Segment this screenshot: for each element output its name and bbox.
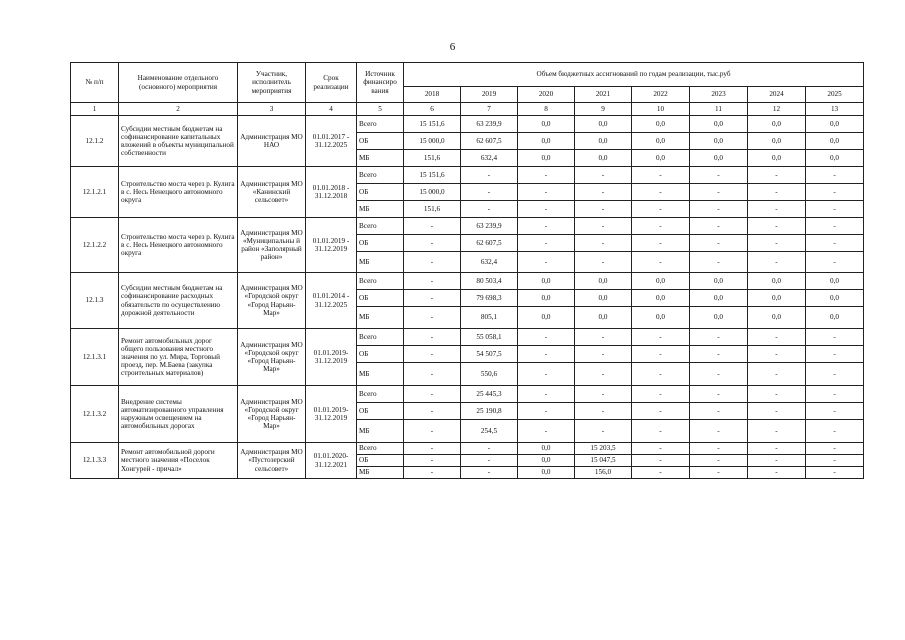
budget-value: - bbox=[690, 363, 748, 386]
budget-value: - bbox=[632, 201, 690, 218]
budget-value: - bbox=[461, 455, 518, 467]
budget-value: - bbox=[690, 455, 748, 467]
budget-value: - bbox=[806, 386, 864, 403]
budget-value: - bbox=[748, 201, 806, 218]
item-number: 12.1.2.2 bbox=[71, 218, 119, 273]
budget-value: - bbox=[404, 218, 461, 235]
budget-value: - bbox=[690, 346, 748, 363]
budget-value: - bbox=[748, 363, 806, 386]
item-period: 01.01.2017 - 31.12.2025 bbox=[306, 116, 357, 167]
budget-value: 15 151,6 bbox=[404, 116, 461, 133]
budget-value: 632,4 bbox=[461, 150, 518, 167]
page-number: 6 bbox=[449, 41, 456, 53]
item-participant: Администрация МО «Муниципальны й район «Заполярный район» bbox=[238, 218, 306, 273]
budget-value: - bbox=[806, 467, 864, 479]
funding-source: ОБ bbox=[357, 133, 404, 150]
item-participant: Администрация МО «Канинский сельсовет» bbox=[238, 167, 306, 218]
budget-value: 0,0 bbox=[690, 133, 748, 150]
funding-source: ОБ bbox=[357, 290, 404, 307]
budget-value: - bbox=[632, 184, 690, 201]
item-number: 12.1.3 bbox=[71, 273, 119, 329]
budget-value: - bbox=[575, 420, 632, 443]
budget-value: - bbox=[575, 235, 632, 252]
budget-table bbox=[70, 62, 864, 479]
table-row bbox=[71, 116, 864, 133]
budget-value: - bbox=[748, 184, 806, 201]
budget-value: - bbox=[748, 455, 806, 467]
budget-value: - bbox=[748, 443, 806, 455]
funding-source: Всего bbox=[357, 167, 404, 184]
item-name: Субсидии местным бюджетам на софинансирование расходных обязательств по осуществлению дорожной деятельности bbox=[119, 273, 238, 329]
item-participant: Администрация МО НАО bbox=[238, 116, 306, 167]
item-name: Субсидии местным бюджетам на софинансирование капитальных вложений в объекты муниципальной собственности bbox=[119, 116, 238, 167]
budget-value: 0,0 bbox=[690, 150, 748, 167]
item-name: Ремонт автомобильной дороги местного значения «Поселок Хонгурей - причал» bbox=[119, 443, 238, 479]
budget-value: 15 000,0 bbox=[404, 184, 461, 201]
budget-value: - bbox=[748, 420, 806, 443]
item-number: 12.1.3.1 bbox=[71, 329, 119, 386]
budget-value: - bbox=[690, 218, 748, 235]
item-participant: Администрация МО «Городской округ «Город Нарьян-Мар» bbox=[238, 273, 306, 329]
budget-value: - bbox=[461, 443, 518, 455]
budget-value: - bbox=[632, 403, 690, 420]
column-number: 6 bbox=[404, 103, 461, 116]
budget-value: 0,0 bbox=[806, 290, 864, 307]
budget-value: - bbox=[404, 346, 461, 363]
funding-source: МБ bbox=[357, 363, 404, 386]
budget-value: 0,0 bbox=[690, 116, 748, 133]
budget-value: - bbox=[575, 403, 632, 420]
budget-value: - bbox=[632, 329, 690, 346]
budget-value: 0,0 bbox=[575, 116, 632, 133]
budget-value: - bbox=[461, 184, 518, 201]
year-header: 2021 bbox=[575, 87, 632, 103]
budget-value: - bbox=[404, 386, 461, 403]
budget-value: - bbox=[632, 252, 690, 273]
budget-value: - bbox=[632, 363, 690, 386]
budget-value: - bbox=[404, 329, 461, 346]
budget-value: 0,0 bbox=[632, 133, 690, 150]
budget-value: - bbox=[404, 290, 461, 307]
funding-source: ОБ bbox=[357, 184, 404, 201]
budget-value: 0,0 bbox=[518, 467, 575, 479]
budget-value: 0,0 bbox=[518, 133, 575, 150]
budget-value: - bbox=[748, 167, 806, 184]
column-number: 7 bbox=[461, 103, 518, 116]
budget-value: - bbox=[748, 346, 806, 363]
budget-value: 0,0 bbox=[575, 290, 632, 307]
budget-value: - bbox=[748, 403, 806, 420]
budget-value: 0,0 bbox=[806, 150, 864, 167]
budget-value: - bbox=[632, 235, 690, 252]
item-participant: Администрация МО «Городской округ «Город Нарьян-Мар» bbox=[238, 329, 306, 386]
budget-value: 0,0 bbox=[806, 273, 864, 290]
budget-value: - bbox=[690, 386, 748, 403]
header-source: Источник финансиро вания bbox=[357, 63, 404, 103]
budget-value: 156,0 bbox=[575, 467, 632, 479]
budget-value: - bbox=[806, 218, 864, 235]
budget-value: 0,0 bbox=[575, 133, 632, 150]
funding-source: Всего bbox=[357, 386, 404, 403]
column-number: 10 bbox=[632, 103, 690, 116]
column-number: 9 bbox=[575, 103, 632, 116]
budget-value: 550,6 bbox=[461, 363, 518, 386]
budget-value: - bbox=[632, 167, 690, 184]
year-header: 2025 bbox=[806, 87, 864, 103]
budget-value: 0,0 bbox=[518, 290, 575, 307]
funding-source: МБ bbox=[357, 150, 404, 167]
budget-value: - bbox=[632, 467, 690, 479]
budget-value: - bbox=[518, 346, 575, 363]
budget-value: - bbox=[461, 201, 518, 218]
table-row bbox=[71, 443, 864, 455]
budget-value: - bbox=[518, 201, 575, 218]
item-participant: Администрация МО «Городской округ «Город Нарьян-Мар» bbox=[238, 386, 306, 443]
budget-value: 55 058,1 bbox=[461, 329, 518, 346]
funding-source: МБ bbox=[357, 252, 404, 273]
column-number: 4 bbox=[306, 103, 357, 116]
item-participant: Администрация МО «Пустозерский сельсовет» bbox=[238, 443, 306, 479]
budget-value: - bbox=[518, 363, 575, 386]
budget-value: - bbox=[575, 218, 632, 235]
budget-value: 0,0 bbox=[518, 455, 575, 467]
budget-value: - bbox=[461, 167, 518, 184]
budget-value: 62 607,5 bbox=[461, 133, 518, 150]
funding-source: МБ bbox=[357, 307, 404, 329]
budget-value: - bbox=[806, 252, 864, 273]
budget-value: 0,0 bbox=[806, 116, 864, 133]
budget-value: - bbox=[518, 184, 575, 201]
budget-value: 0,0 bbox=[748, 290, 806, 307]
budget-value: 0,0 bbox=[632, 290, 690, 307]
table-row bbox=[71, 167, 864, 184]
item-period: 01.01.2014 - 31.12.2025 bbox=[306, 273, 357, 329]
budget-value: 0,0 bbox=[690, 307, 748, 329]
budget-value: - bbox=[690, 467, 748, 479]
budget-value: 15 151,6 bbox=[404, 167, 461, 184]
funding-source: МБ bbox=[357, 420, 404, 443]
table-row bbox=[71, 273, 864, 290]
budget-value: 0,0 bbox=[748, 307, 806, 329]
budget-value: 151,6 bbox=[404, 150, 461, 167]
column-number: 1 bbox=[71, 103, 119, 116]
budget-value: 0,0 bbox=[575, 307, 632, 329]
budget-value: - bbox=[575, 329, 632, 346]
year-header: 2019 bbox=[461, 87, 518, 103]
budget-value: - bbox=[404, 403, 461, 420]
budget-value: - bbox=[518, 235, 575, 252]
budget-value: - bbox=[404, 252, 461, 273]
budget-value: 0,0 bbox=[690, 273, 748, 290]
year-header: 2022 bbox=[632, 87, 690, 103]
year-header: 2020 bbox=[518, 87, 575, 103]
budget-value: - bbox=[404, 273, 461, 290]
budget-value: - bbox=[806, 420, 864, 443]
budget-value: - bbox=[806, 363, 864, 386]
budget-value: - bbox=[518, 420, 575, 443]
budget-value: 0,0 bbox=[806, 133, 864, 150]
column-number: 11 bbox=[690, 103, 748, 116]
year-header: 2018 bbox=[404, 87, 461, 103]
budget-value: 0,0 bbox=[748, 133, 806, 150]
header-volume: Объем бюджетных ассигнований по годам реализации, тыс.руб bbox=[404, 63, 864, 87]
budget-value: 63 239,9 bbox=[461, 116, 518, 133]
budget-value: - bbox=[690, 420, 748, 443]
budget-value: 0,0 bbox=[518, 116, 575, 133]
budget-value: - bbox=[518, 167, 575, 184]
funding-source: Всего bbox=[357, 116, 404, 133]
header-participant: Участник, исполнитель мероприятия bbox=[238, 63, 306, 103]
item-number: 12.1.3.2 bbox=[71, 386, 119, 443]
budget-value: - bbox=[404, 307, 461, 329]
budget-value: - bbox=[748, 329, 806, 346]
budget-value: - bbox=[575, 167, 632, 184]
budget-value: 151,6 bbox=[404, 201, 461, 218]
budget-value: - bbox=[461, 467, 518, 479]
funding-source: ОБ bbox=[357, 403, 404, 420]
budget-value: 254,5 bbox=[461, 420, 518, 443]
budget-value: - bbox=[632, 420, 690, 443]
budget-value: 0,0 bbox=[748, 273, 806, 290]
budget-value: - bbox=[806, 235, 864, 252]
budget-value: 62 607,5 bbox=[461, 235, 518, 252]
budget-value: 0,0 bbox=[690, 290, 748, 307]
budget-value: - bbox=[748, 386, 806, 403]
budget-value: - bbox=[575, 386, 632, 403]
funding-source: Всего bbox=[357, 273, 404, 290]
budget-value: 25 445,3 bbox=[461, 386, 518, 403]
funding-source: ОБ bbox=[357, 235, 404, 252]
funding-source: МБ bbox=[357, 201, 404, 218]
item-period: 01.01.2019- 31.12.2019 bbox=[306, 386, 357, 443]
budget-value: 0,0 bbox=[575, 273, 632, 290]
budget-value: - bbox=[690, 167, 748, 184]
budget-value: - bbox=[404, 467, 461, 479]
budget-value: - bbox=[748, 218, 806, 235]
budget-value: 0,0 bbox=[518, 273, 575, 290]
budget-value: 0,0 bbox=[575, 150, 632, 167]
table-row bbox=[71, 218, 864, 235]
budget-value: 54 507,5 bbox=[461, 346, 518, 363]
budget-value: - bbox=[748, 252, 806, 273]
budget-value: - bbox=[806, 184, 864, 201]
budget-value: - bbox=[404, 235, 461, 252]
item-period: 01.01.2019- 31.12.2019 bbox=[306, 329, 357, 386]
budget-value: - bbox=[690, 201, 748, 218]
year-header: 2024 bbox=[748, 87, 806, 103]
column-number: 12 bbox=[748, 103, 806, 116]
header-period: Срок реализации bbox=[306, 63, 357, 103]
budget-value: - bbox=[575, 346, 632, 363]
budget-value: 632,4 bbox=[461, 252, 518, 273]
budget-value: 79 698,3 bbox=[461, 290, 518, 307]
budget-value: - bbox=[632, 346, 690, 363]
budget-value: 0,0 bbox=[518, 150, 575, 167]
column-number: 13 bbox=[806, 103, 864, 116]
column-number: 8 bbox=[518, 103, 575, 116]
budget-value: - bbox=[806, 346, 864, 363]
budget-value: - bbox=[575, 184, 632, 201]
budget-value: - bbox=[806, 201, 864, 218]
budget-value: - bbox=[632, 218, 690, 235]
budget-value: - bbox=[806, 443, 864, 455]
budget-value: 805,1 bbox=[461, 307, 518, 329]
budget-value: - bbox=[690, 235, 748, 252]
budget-value: - bbox=[690, 184, 748, 201]
budget-value: - bbox=[575, 201, 632, 218]
item-period: 01.01.2018 - 31.12.2018 bbox=[306, 167, 357, 218]
item-number: 12.1.2.1 bbox=[71, 167, 119, 218]
budget-value: - bbox=[632, 386, 690, 403]
item-name: Строительство моста через р. Кулига в с. Несь Ненецкого автономного округа bbox=[119, 218, 238, 273]
budget-value: - bbox=[404, 363, 461, 386]
column-number: 2 bbox=[119, 103, 238, 116]
budget-value: - bbox=[518, 329, 575, 346]
budget-value: 0,0 bbox=[632, 150, 690, 167]
budget-value: 0,0 bbox=[518, 307, 575, 329]
budget-value: - bbox=[690, 252, 748, 273]
budget-value: - bbox=[404, 420, 461, 443]
budget-value: - bbox=[806, 329, 864, 346]
budget-value: - bbox=[748, 467, 806, 479]
funding-source: Всего bbox=[357, 443, 404, 455]
item-name: Ремонт автомобильных дорог общего пользования местного значения по ул. Мира, Торговый проезд, пер. М.Баева (закупка строительных материалов) bbox=[119, 329, 238, 386]
budget-value: 25 190,8 bbox=[461, 403, 518, 420]
column-number: 5 bbox=[357, 103, 404, 116]
budget-value: 15 203,5 bbox=[575, 443, 632, 455]
funding-source: Всего bbox=[357, 329, 404, 346]
budget-value: - bbox=[806, 455, 864, 467]
budget-value: 15 000,0 bbox=[404, 133, 461, 150]
budget-value: - bbox=[690, 403, 748, 420]
budget-value: 0,0 bbox=[748, 150, 806, 167]
budget-value: - bbox=[518, 386, 575, 403]
budget-value: 0,0 bbox=[518, 443, 575, 455]
item-number: 12.1.3.3 bbox=[71, 443, 119, 479]
budget-value: 0,0 bbox=[806, 307, 864, 329]
budget-value: - bbox=[690, 329, 748, 346]
table-row bbox=[71, 329, 864, 346]
budget-value: 63 239,9 bbox=[461, 218, 518, 235]
funding-source: ОБ bbox=[357, 346, 404, 363]
funding-source: МБ bbox=[357, 467, 404, 479]
column-number: 3 bbox=[238, 103, 306, 116]
item-name: Строительство моста через р. Кулига в с. Несь Ненецкого автономного округа bbox=[119, 167, 238, 218]
budget-value: - bbox=[404, 443, 461, 455]
item-period: 01.01.2019 - 31.12.2019 bbox=[306, 218, 357, 273]
year-header: 2023 bbox=[690, 87, 748, 103]
budget-value: - bbox=[518, 403, 575, 420]
budget-value: 0,0 bbox=[632, 307, 690, 329]
budget-value: - bbox=[632, 455, 690, 467]
budget-value: - bbox=[806, 167, 864, 184]
budget-value: - bbox=[690, 443, 748, 455]
budget-value: - bbox=[632, 443, 690, 455]
table-row bbox=[71, 386, 864, 403]
budget-value: 15 047,5 bbox=[575, 455, 632, 467]
budget-value: - bbox=[748, 235, 806, 252]
budget-value: 0,0 bbox=[748, 116, 806, 133]
budget-value: - bbox=[575, 363, 632, 386]
header-num: № п/п bbox=[71, 63, 119, 103]
header-name: Наименование отдельного (основного) мероприятия bbox=[119, 63, 238, 103]
item-period: 01.01.2020- 31.12.2021 bbox=[306, 443, 357, 479]
item-number: 12.1.2 bbox=[71, 116, 119, 167]
budget-value: - bbox=[404, 455, 461, 467]
budget-value: - bbox=[806, 403, 864, 420]
item-name: Внедрение системы автоматизированного управления наружным освещением на автомобильных дорогах bbox=[119, 386, 238, 443]
budget-value: - bbox=[518, 252, 575, 273]
budget-value: - bbox=[518, 218, 575, 235]
funding-source: Всего bbox=[357, 218, 404, 235]
budget-value: 80 503,4 bbox=[461, 273, 518, 290]
budget-value: - bbox=[575, 252, 632, 273]
funding-source: ОБ bbox=[357, 455, 404, 467]
budget-value: 0,0 bbox=[632, 273, 690, 290]
budget-value: 0,0 bbox=[632, 116, 690, 133]
